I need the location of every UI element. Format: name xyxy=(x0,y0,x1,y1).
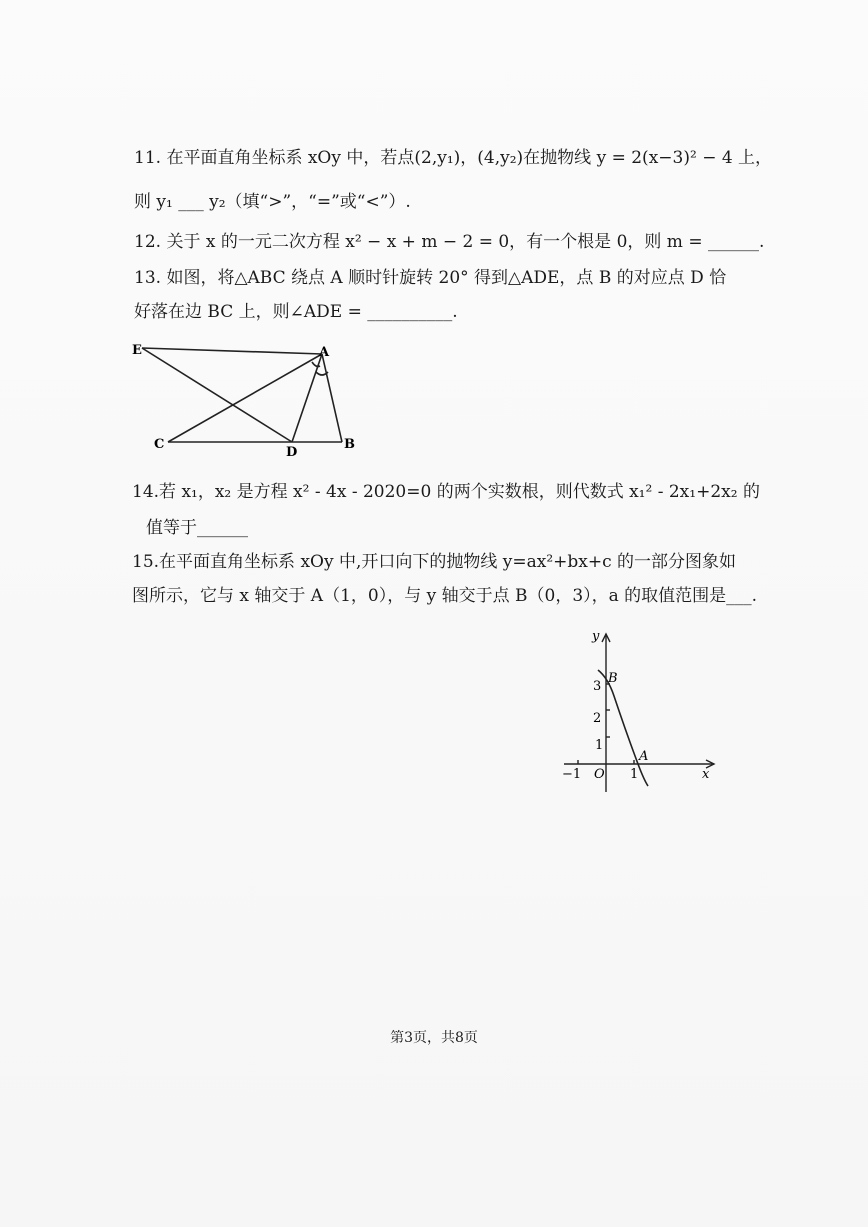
fig15-label-B: B xyxy=(608,671,618,686)
q14-line1: 14.若 x₁，x₂ 是方程 x² - 4x - 2020=0 的两个实数根，则代数式 x₁² - 2x₁+2x₂ 的 xyxy=(132,482,760,502)
q14-line2: 值等于______ xyxy=(146,518,248,538)
fig13-label-A: A xyxy=(319,345,330,360)
fig15-tick-3: 3 xyxy=(593,679,602,694)
q15-line1: 15.在平面直角坐标系 xOy 中,开口向下的抛物线 y=ax²+bx+c 的一部分图象如 xyxy=(132,552,737,572)
q15-line2: 图所示，它与 x 轴交于 A（1，0），与 y 轴交于点 B（0，3），a 的取值范围是___. xyxy=(132,586,758,606)
fig13-label-C: C xyxy=(154,437,165,452)
fig15-tick-neg1: −1 xyxy=(562,767,582,782)
q13-line1: 13. 如图，将△ABC 绕点 A 顺时针旋转 20° 得到△ADE，点 B 的对应点 D 恰 xyxy=(134,268,727,288)
fig15-label-y: y xyxy=(592,629,600,644)
fig15-label-x: x xyxy=(702,767,710,782)
fig13-label-E: E xyxy=(132,343,142,358)
figure-15-parabola xyxy=(556,624,726,796)
fig15-tick-2: 2 xyxy=(593,711,602,726)
fig15-tick-y1: 1 xyxy=(595,738,604,753)
page-footer: 第3页，共8页 xyxy=(390,1030,478,1046)
q13-line2: 好落在边 BC 上，则∠ADE = __________. xyxy=(134,302,458,322)
fig15-tick-x1: 1 xyxy=(630,767,639,782)
fig13-label-D: D xyxy=(286,445,298,460)
fig15-label-A: A xyxy=(639,749,649,764)
q11-line2: 则 y₁ ___ y₂（填“>”，“=”或“<”）. xyxy=(134,192,411,212)
fig13-label-B: B xyxy=(344,437,355,452)
q12-line1: 12. 关于 x 的一元二次方程 x² − x + m − 2 = 0，有一个根是 0，则 m = ______. xyxy=(134,232,765,252)
figure-13-triangles xyxy=(128,336,368,460)
fig15-label-O: O xyxy=(594,767,605,782)
q11-line1: 11. 在平面直角坐标系 xOy 中，若点(2,y₁)，(4,y₂)在抛物线 y = 2(x−3)² − 4 上， xyxy=(134,148,773,168)
